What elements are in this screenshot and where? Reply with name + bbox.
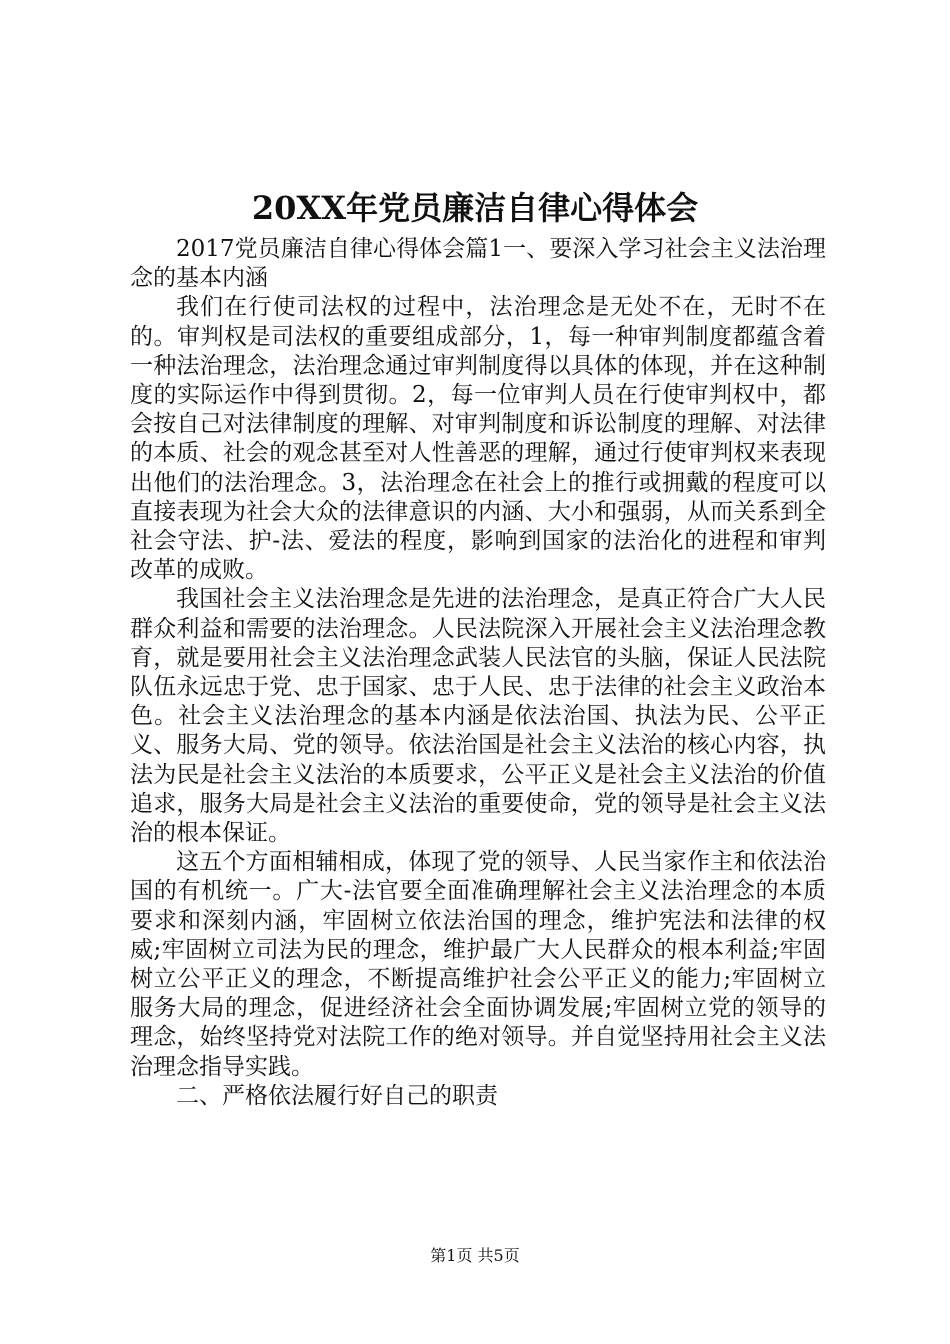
paragraph-3: 我国社会主义法治理念是先进的法治理念，是真正符合广大人民群众利益和需要的法治理念。人民法院深入开展社会主义法治理念教育，就是要用社会主义法治理念武装人民法官的头脑，保证人民法院队伍永远忠于党、忠于国家、忠于人民、忠于法律的社会主义政治本色。社会主义法治理念的基本内涵是依法治国、执法为民、公平正义、服务大局、党的领导。依法治国是社会主义法治的核心内容，执法为民是社会主义法治的本质要求，公平正义是社会主义法治的价值追求，服务大局是社会主义法治的重要使命，党的领导是社会主义法治的根本保证。 xyxy=(130,586,826,847)
paragraph-2: 我们在行使司法权的过程中，法治理念是无处不在，无时不在的。审判权是司法权的重要组成部分，1，每一种审判制度都蕴含着一种法治理念，法治理念通过审判制度得以具体的体现，并在这种制度的实际运作中得到贯彻。2，每一位审判人员在行使审判权中，都会按自己对法律制度的理解、对审判制度和诉讼制度的理解、对法律的本质、社会的观念甚至对人性善恶的理解，通过行使审判权来表现出他们的法治理念。3，法治理念在社会上的推行或拥戴的程度可以直接表现为社会大众的法律意识的内涵、大小和强弱，从而关系到全社会守法、护-法、爱法的程度，影响到国家的法治化的进程和审判改革的成败。 xyxy=(130,294,826,584)
paragraph-1: 2017党员廉洁自律心得体会篇1一、要深入学习社会主义法治理念的基本内涵 xyxy=(130,236,826,292)
paragraph-4: 这五个方面相辅相成，体现了党的领导、人民当家作主和依法治国的有机统一。广大-法官要全面准确理解社会主义法治理念的本质要求和深刻内涵，牢固树立依法治国的理念，维护宪法和法律的权威;牢固树立司法为民的理念，维护最广大人民群众的根本利益;牢固树立公平正义的理念，不断提高维护社会公平正义的能力;牢固树立服务大局的理念，促进经济社会全面协调发展;牢固树立党的领导的理念，始终坚持党对法院工作的绝对领导。并自觉坚持用社会主义法治理念指导实践。 xyxy=(130,849,826,1080)
paragraph-5: 二、严格依法履行好自己的职责 xyxy=(176,1082,498,1109)
document-body xyxy=(130,235,826,1111)
document-title: 20XX年党员廉洁自律心得体会 xyxy=(251,189,699,227)
page-number-footer: 第1页 共5页 xyxy=(430,1246,520,1265)
